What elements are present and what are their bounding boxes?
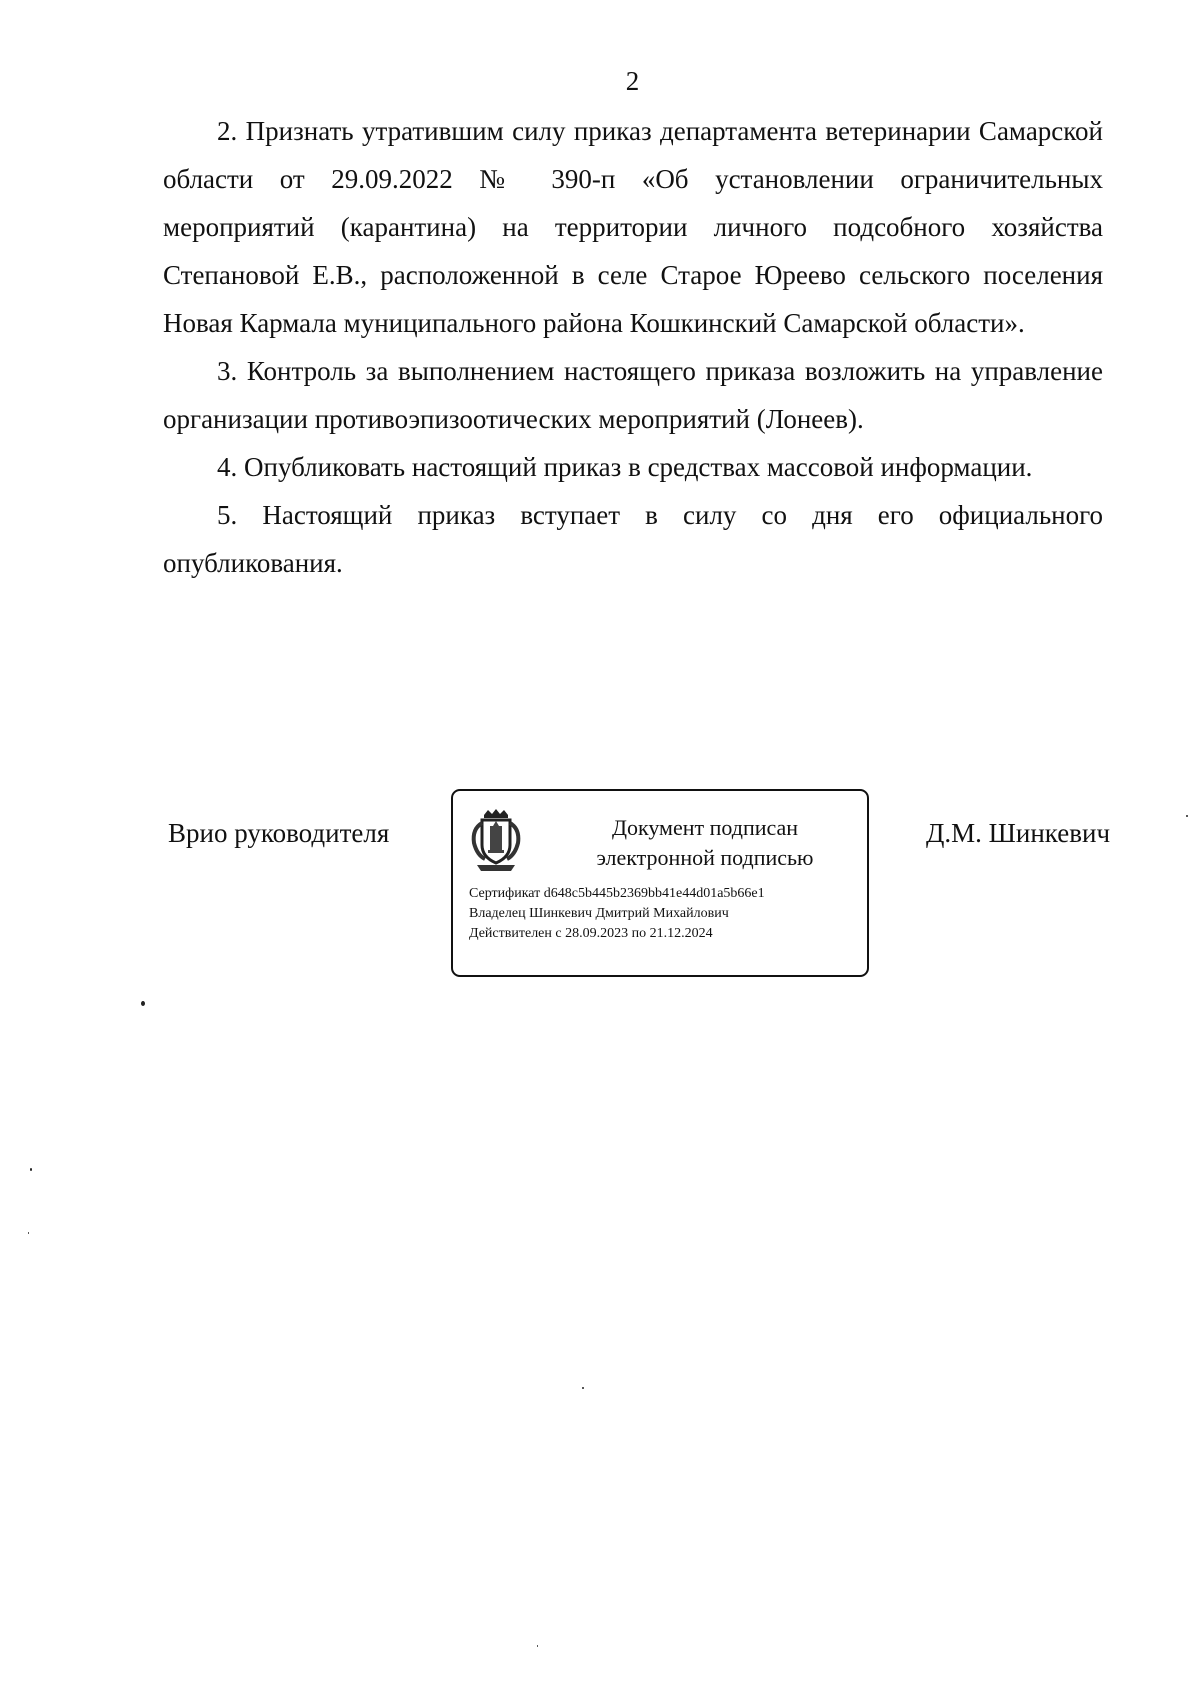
- scan-speck: [141, 1001, 145, 1006]
- signatory-name: Д.М. Шинкевич: [926, 818, 1111, 848]
- paragraph-item-3: 3. Контроль за выполнением настоящего приказа возложить на управление организации противоэпизоотических мероприятий (Лонеев).: [163, 356, 1103, 434]
- certificate-validity: Действителен с 28.09.2023 по 21.12.2024: [469, 926, 713, 941]
- paragraph-item-4: 4. Опубликовать настоящий приказ в средствах массовой информации.: [217, 452, 1033, 482]
- paragraph-item-5: 5. Настоящий приказ вступает в силу со дня его официального опубликования.: [163, 500, 1103, 578]
- scan-speck: [582, 1387, 584, 1389]
- certificate-number: Сертификат d648c5b445b2369bb41e44d01a5b66e1: [469, 886, 765, 901]
- stamp-title: [565, 813, 845, 873]
- certificate-owner: Владелец Шинкевич Дмитрий Михайлович: [469, 906, 729, 921]
- scan-speck: [30, 1168, 32, 1171]
- document-body: [163, 107, 1103, 587]
- page-number: 2: [625, 66, 640, 96]
- e-signature-stamp: [451, 789, 869, 977]
- scan-speck: [28, 1232, 29, 1234]
- stamp-title-line-1: Документ подписан: [611, 815, 799, 840]
- stamp-details: [469, 884, 765, 944]
- samara-coat-of-arms-icon: [469, 809, 523, 873]
- scan-speck: [1186, 815, 1188, 817]
- stamp-title-line-2: электронной подписью: [596, 845, 814, 870]
- scan-speck: [537, 1645, 538, 1647]
- paragraph-item-2: 2. Признать утратившим силу приказ департамента ветеринарии Самарской области от 29.09.2022 № 390-п «Об установлении ограничительных мероприятий (карантина) на территории личного подсобного хозяйства Степановой Е.В., расположенной в селе Старое Юреево сельского поселения Новая Кармала муниципального района Кошкинский Самарской области».: [163, 116, 1103, 338]
- signatory-role: Врио руководителя: [168, 818, 390, 848]
